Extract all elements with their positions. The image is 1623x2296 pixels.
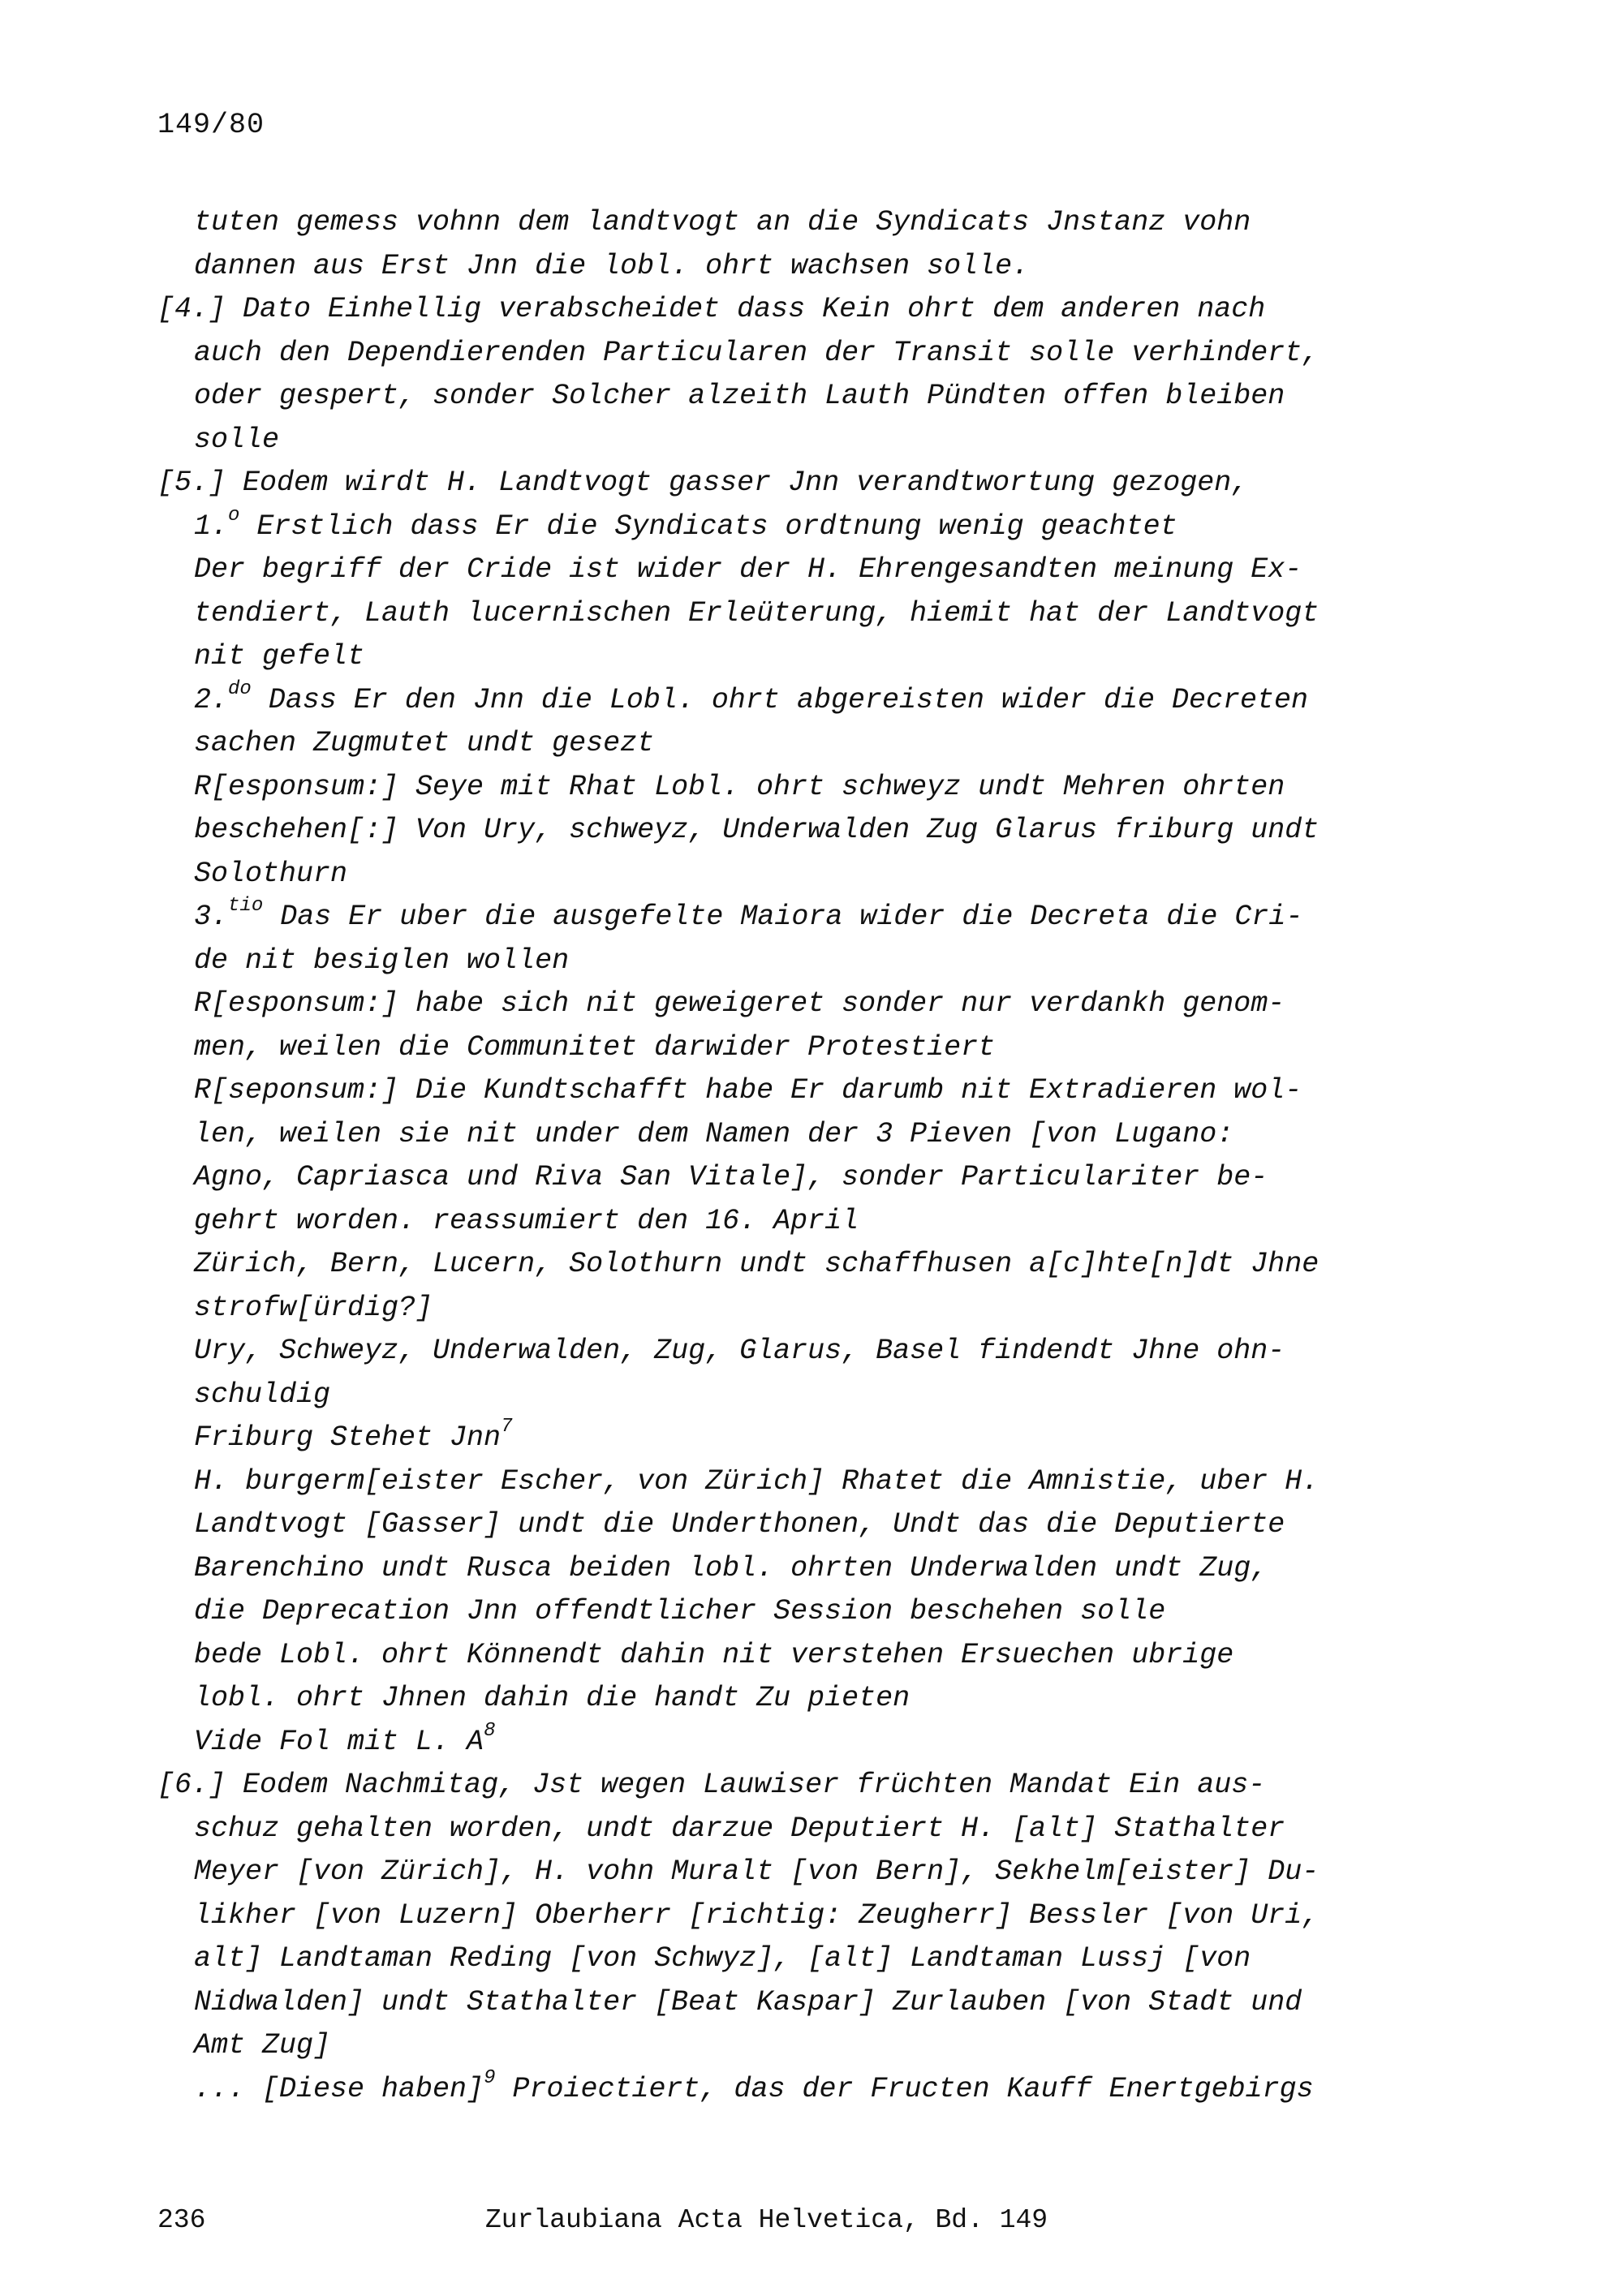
text-line (157, 375, 1423, 419)
line-text: schuz gehalten worden, undt darzue Deputiert H. [alt] Stathalter (194, 1812, 1285, 1845)
text-line (157, 1634, 1423, 1678)
text-line (157, 1417, 1423, 1460)
text-line (157, 1677, 1423, 1721)
line-text-continued: Erstlich dass Er die Syndicats ordtnung wenig geachtet (239, 510, 1177, 543)
page-number: 236 (157, 2205, 206, 2235)
text-line (157, 1069, 1423, 1113)
line-text: Agno, Capriasca und Riva San Vitale], sonder Particulariter be- (194, 1161, 1268, 1193)
line-text: oder gespert, sonder Solcher alzeith Lauth Pündten offen bleiben (194, 380, 1285, 412)
line-text: [6.] Eodem Nachmitag, Jst wegen Lauwiser früchten Mandat Ein aus- (157, 1769, 1266, 1801)
line-text: Barenchino undt Rusca beiden lobl. ohrten Underwalden undt Zug, (194, 1551, 1268, 1584)
line-text-continued: Das Er uber die ausgefelte Maiora wider die Decreta die Cri- (263, 901, 1303, 933)
line-text: lobl. ohrt Jhnen dahin die handt Zu pieten (194, 1682, 911, 1714)
text-line (157, 1460, 1423, 1504)
text-line (157, 1243, 1423, 1287)
line-text: solle (194, 423, 280, 456)
line-text: R[seponsum:] Die Kundtschafft habe Er darumb nit Extradieren wol- (194, 1074, 1302, 1107)
text-line (157, 505, 1423, 549)
text-line (157, 896, 1423, 939)
superscript: 7 (501, 1416, 513, 1438)
line-text: len, weilen sie nit under dem Namen der 3 Pieven [von Lugano: (194, 1117, 1234, 1150)
line-text: bede Lobl. ohrt Könnendt dahin nit verstehen Ersuechen ubrige (194, 1638, 1234, 1671)
line-text-continued: Proiectiert, das der Fructen Kauff Enertgebirgs (495, 2072, 1314, 2105)
text-line (157, 2068, 1423, 2112)
text-line (157, 1937, 1423, 1981)
text-line (157, 853, 1423, 896)
text-line (157, 462, 1423, 505)
line-text: sachen Zugmutet undt gesezt (194, 727, 655, 759)
superscript: 9 (484, 2066, 496, 2089)
text-line (157, 548, 1423, 592)
line-text: ... [Diese haben] (194, 2072, 484, 2105)
text-line (157, 201, 1423, 245)
line-text: R[esponsum:] habe sich nit geweigeret sonder nur verdankh genom- (194, 987, 1285, 1020)
text-line (157, 1200, 1423, 1244)
line-text: auch den Dependierenden Particularen der Transit solle verhindert, (194, 336, 1319, 369)
line-text: men, weilen die Communitet darwider Protestiert (194, 1030, 996, 1064)
line-text: Der begriff der Cride ist wider der H. Ehrengesandten meinung Ex- (194, 553, 1302, 586)
document-body (157, 201, 1423, 2111)
line-text: 3. (194, 901, 229, 933)
superscript: o (228, 504, 240, 527)
text-line (157, 1764, 1423, 1808)
line-text: beschehen[:] Von Ury, schweyz, Underwalden Zug Glarus friburg undt (194, 814, 1319, 846)
superscript: tio (228, 895, 264, 918)
text-line (157, 288, 1423, 332)
line-text: strofw[ürdig?] (194, 1291, 433, 1324)
text-line (157, 1026, 1423, 1070)
text-line (157, 1721, 1423, 1765)
text-line (157, 419, 1423, 462)
line-text: 2. (194, 683, 229, 716)
line-text: Landtvogt [Gasser] undt die Underthonen, Undt das die Deputierte (194, 1508, 1285, 1541)
line-text: [5.] Eodem wirdt H. Landtvogt gasser Jnn verandtwortung gezogen, (157, 467, 1249, 499)
text-line (157, 1374, 1423, 1417)
line-text: H. burgerm[eister Escher, von Zürich] Rhatet die Amnistie, uber H. (194, 1464, 1319, 1498)
line-text: de nit besiglen wollen (194, 944, 570, 977)
line-text: dannen aus Erst Jnn die lobl. ohrt wachsen solle. (194, 249, 1030, 282)
text-line (157, 809, 1423, 853)
text-line (157, 766, 1423, 810)
line-text: Amt Zug] (194, 2029, 331, 2062)
line-text: Zürich, Bern, Lucern, Solothurn undt schaffhusen a[c]hte[n]dt Jhne (194, 1248, 1319, 1280)
text-line (157, 1851, 1423, 1894)
superscript: 8 (484, 1719, 496, 1742)
page-reference: 149/80 (157, 109, 265, 141)
text-line (157, 1894, 1423, 1938)
text-line (157, 722, 1423, 766)
text-line (157, 1113, 1423, 1157)
text-line (157, 1503, 1423, 1547)
text-line (157, 679, 1423, 723)
line-text: nit gefelt (194, 640, 365, 673)
line-text-continued: Dass Er den Jnn die Lobl. ohrt abgereisten wider die Decreten (251, 683, 1309, 716)
line-text: Nidwalden] undt Stathalter [Beat Kaspar] Zurlauben [von Stadt und (194, 1985, 1302, 2019)
line-text: [4.] Dato Einhellig verabscheidet dass Kein ohrt dem anderen nach (157, 293, 1266, 325)
text-line (157, 939, 1423, 983)
line-text: alt] Landtaman Reding [von Schwyz], [alt] Landtaman Lussj [von (194, 1942, 1251, 1975)
text-line (157, 592, 1423, 636)
text-line (157, 1547, 1423, 1591)
text-line (157, 1981, 1423, 2025)
line-text: gehrt worden. reassumiert den 16. April (194, 1204, 859, 1237)
line-text: tendiert, Lauth lucernischen Erleüterung, hiemit hat der Landtvogt (194, 596, 1319, 630)
text-line (157, 1330, 1423, 1374)
line-text: Ury, Schweyz, Underwalden, Zug, Glarus, Basel findendt Jhne ohn- (194, 1335, 1285, 1367)
superscript: do (228, 677, 252, 700)
line-text: Vide Fol mit L. A (194, 1725, 484, 1758)
publication-title: Zurlaubiana Acta Helvetica, Bd. 149 (485, 2205, 1048, 2235)
line-text: die Deprecation Jnn offendtlicher Session beschehen solle (194, 1595, 1166, 1627)
line-text: R[esponsum:] Seye mit Rhat Lobl. ohrt schweyz undt Mehren ohrten (194, 770, 1285, 803)
line-text: likher [von Luzern] Oberherr [richtig: Zeugherr] Bessler [von Uri, (194, 1898, 1319, 1932)
line-text: 1. (194, 510, 229, 543)
text-line (157, 982, 1423, 1026)
line-text: Friburg Stehet Jnn (194, 1421, 502, 1454)
text-line (157, 2024, 1423, 2068)
text-line (157, 332, 1423, 376)
text-line (157, 1156, 1423, 1200)
text-line (157, 1287, 1423, 1331)
text-line (157, 635, 1423, 679)
line-text: schuldig (194, 1378, 331, 1411)
text-line (157, 245, 1423, 289)
text-line (157, 1808, 1423, 1851)
line-text: tuten gemess vohnn dem landtvogt an die Syndicats Jnstanz vohn (194, 206, 1251, 239)
text-line (157, 1590, 1423, 1634)
line-text: Meyer [von Zürich], H. vohn Muralt [von Bern], Sekhelm[eister] Du- (194, 1855, 1319, 1888)
line-text: Solothurn (194, 857, 348, 890)
